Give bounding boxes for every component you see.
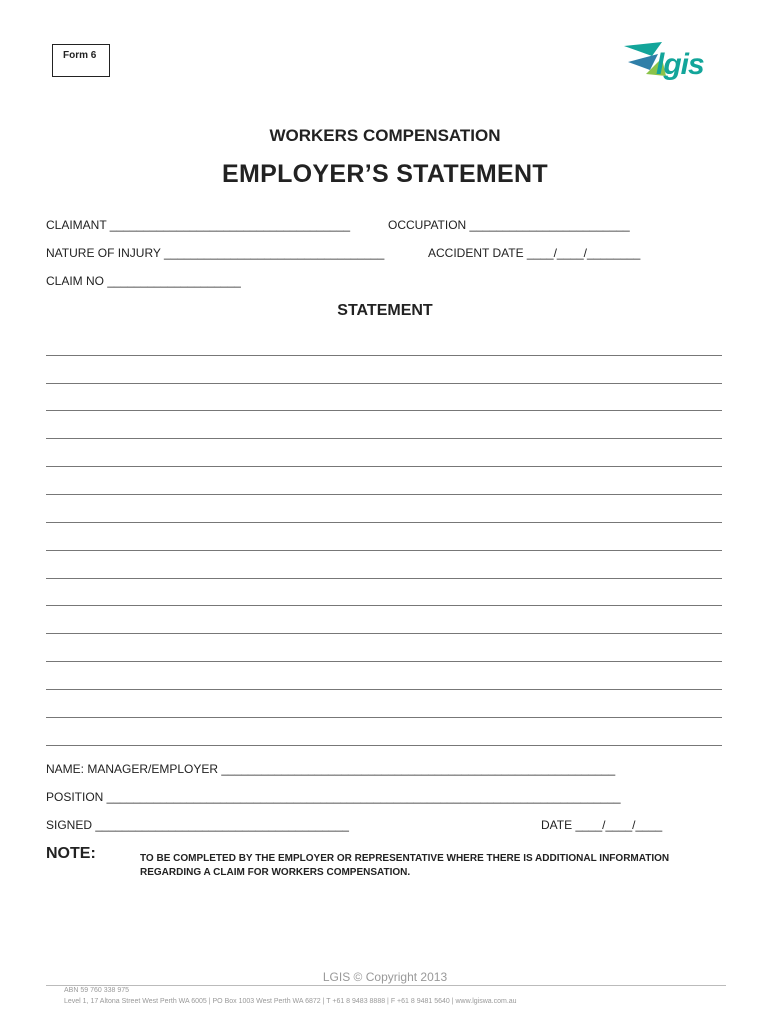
lgis-logo (622, 40, 722, 92)
note-text: TO BE COMPLETED BY THE EMPLOYER OR REPRESENTATIVE WHERE THERE IS ADDITIONAL INFORMATION REGARDING A CLAIM FOR WORKERS COMPENSATION. (140, 853, 670, 878)
statement-line[interactable] (46, 410, 722, 411)
occupation-field[interactable]: OCCUPATION ________________________ (388, 218, 630, 232)
copyright-text: LGIS © Copyright 2013 (322, 970, 448, 984)
accident-date-field[interactable]: ACCIDENT DATE ____/____/________ (428, 246, 641, 260)
manager-name-field[interactable]: NAME: MANAGER/EMPLOYER ___________________________________________________________ (46, 762, 616, 776)
signed-date-field[interactable]: DATE ____/____/____ (541, 818, 663, 832)
note-label: NOTE: (46, 845, 96, 862)
footer-divider (46, 985, 726, 986)
form-title: WORKERS COMPENSATION (269, 126, 501, 145)
nature-of-injury-field[interactable]: NATURE OF INJURY _________________________________ (46, 246, 385, 260)
statement-line[interactable] (46, 383, 722, 384)
statement-line[interactable] (46, 717, 722, 718)
form-number-label: Form 6 (63, 50, 97, 61)
statement-line[interactable] (46, 661, 722, 662)
abn-text: ABN 59 760 338 975 (64, 987, 129, 994)
claimant-field[interactable]: CLAIMANT ____________________________________ (46, 218, 351, 232)
statement-line[interactable] (46, 550, 722, 551)
statement-heading: STATEMENT (337, 302, 433, 319)
statement-line[interactable] (46, 689, 722, 690)
statement-line[interactable] (46, 522, 722, 523)
statement-line[interactable] (46, 578, 722, 579)
position-field[interactable]: POSITION _____________________________________________________________________________ (46, 790, 621, 804)
statement-line[interactable] (46, 355, 722, 356)
claim-no-field[interactable]: CLAIM NO ____________________ (46, 274, 241, 288)
statement-line[interactable] (46, 494, 722, 495)
statement-line[interactable] (46, 633, 722, 634)
form-heading: EMPLOYER’S STATEMENT (222, 160, 548, 188)
statement-line[interactable] (46, 438, 722, 439)
statement-line[interactable] (46, 605, 722, 606)
statement-line[interactable] (46, 745, 722, 746)
form-number-box (52, 44, 110, 77)
statement-line[interactable] (46, 466, 722, 467)
logo-text: lgis (656, 48, 704, 81)
signed-field[interactable]: SIGNED ______________________________________ (46, 818, 349, 832)
address-text: Level 1, 17 Altona Street West Perth WA 6005 | PO Box 1003 West Perth WA 6872 | T +61 8 9483 8888 | F +61 8 9481 5640 | www.lgiswa.com.au (64, 998, 517, 1005)
